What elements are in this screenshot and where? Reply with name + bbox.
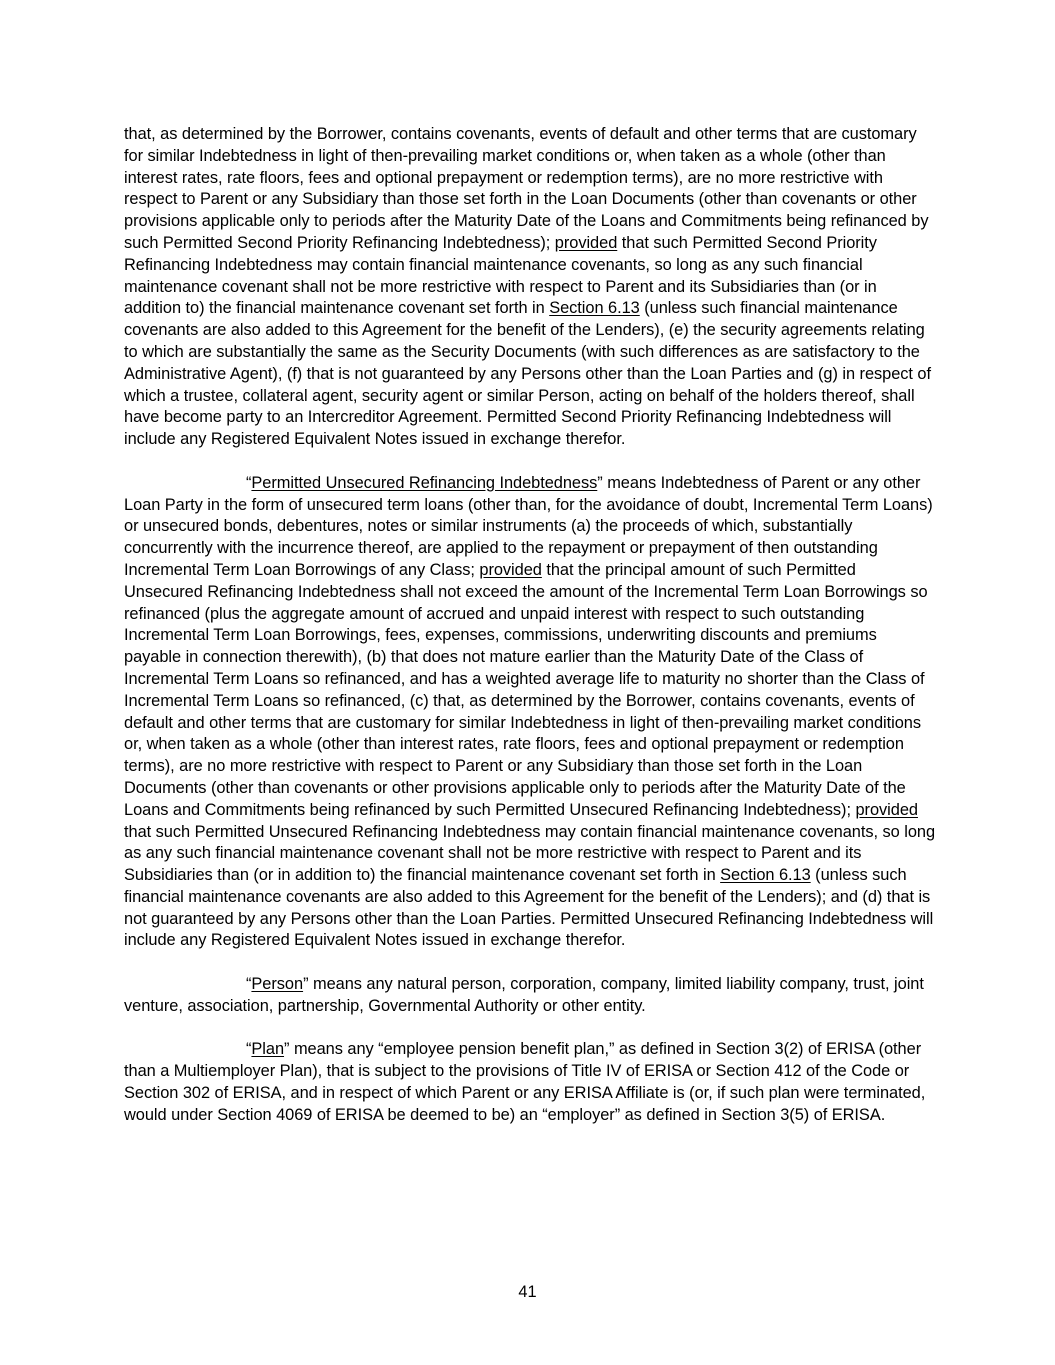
definition-plan	[124, 1039, 936, 1126]
text-run: (unless such financial maintenance covenants are also added to this Agreement for the benefit of the Lenders), (e) the security agreements relating to which are substantially the same as the Security Documents (with such differences as are satisfactory to the Administrative Agent), (f) that is not guaranteed by any Persons other than the Loan Parties and (g) in respect of which a trustee, collateral agent, security agent or similar Person, acting on behalf of the holders thereof, shall have become party to an Intercreditor Agreement. Permitted Second Priority Refinancing Indebtedness will include any Registered Equivalent Notes issued in exchange therefor.	[124, 299, 932, 449]
document-body	[124, 124, 936, 1148]
text-run: ” means Indebtedness of Parent or any other Loan Party in the form of unsecured term loans (other than, for the avoidance of doubt, Incremental Term Loans) or unsecured bonds, debentures, notes or similar instruments (a) the proceeds of which, substantially concurrently with the incurrence thereof, are applied to the repayment or prepayment of then outstanding Incremental Term Loan Borrowings of any Class;	[124, 473, 933, 579]
definition-person	[124, 974, 936, 1018]
text-run: “	[246, 473, 252, 492]
text-run: that, as determined by the Borrower, contains covenants, events of default and other terms that are customary for similar Indebtedness in light of then-prevailing market conditions or, when taken as a whole (other than interest rates, rate floors, fees and optional prepayment or redemption terms), are no more restrictive with respect to Parent or any Subsidiary than those set forth in the Loan Documents (other than covenants or other provisions applicable only to periods after the Maturity Date of the Loans and Commitments being refinanced by such Permitted Second Priority Refinancing Indebtedness);	[124, 125, 929, 252]
defined-term-provided: provided	[554, 233, 618, 252]
text-run: “	[246, 975, 252, 994]
defined-term-provided: provided	[479, 560, 542, 579]
text-run: “	[246, 1040, 252, 1059]
text-run: (unless such financial maintenance covenants are also added to this Agreement for the benefit of the Lenders); and (d) that is not guaranteed by any Persons other than the Loan Parties. Permitted Unsecured Refinancing Indebtedness will include any Registered Equivalent Notes issued in exchange therefor.	[124, 866, 934, 950]
section-reference: Section 6.13	[720, 866, 811, 885]
text-run: ” means any natural person, corporation, company, limited liability company, trust, joint venture, association, partnership, Governmental Authority or other entity.	[124, 975, 924, 1015]
paragraph-second-priority-continuation	[124, 124, 936, 451]
definition-permitted-unsecured-refinancing-indebtedness	[124, 473, 936, 953]
text-run: that the principal amount of such Permitted Unsecured Refinancing Indebtedness shall not exceed the amount of the Incremental Term Loan Borrowings so refinanced (plus the aggregate amount of accrued and unpaid interest with respect to such outstanding Incremental Term Loan Borrowings, fees, expenses, commissions, underwriting discounts and premiums payable in connection therewith), (b) that does not mature earlier than the Maturity Date of the Class of Incremental Term Loans so refinanced, and has a weighted average life to maturity no shorter than the Class of Incremental Term Loans so refinanced, (c) that, as determined by the Borrower, contains covenants, events of default and other terms that are customary for similar Indebtedness in light of then-prevailing market conditions or, when taken as a whole (other than interest rates, rate floors, fees and optional prepayment or redemption terms), are no more restrictive with respect to Parent or any Subsidiary than those set forth in the Loan Documents (other than covenants or other provisions applicable only to periods after the Maturity Date of the Loans and Commitments being refinanced by such Permitted Unsecured Refinancing Indebtedness);	[124, 560, 928, 819]
defined-term-provided: provided	[855, 800, 918, 819]
page-number: 41	[518, 1283, 537, 1301]
text-run: that such Permitted Second Priority Refinancing Indebtedness may contain financial maintenance covenants, so long as any such financial maintenance covenant shall not be more restrictive with respect to Parent and its Subsidiaries than (or in addition to) the financial maintenance covenant set forth in	[124, 233, 877, 318]
defined-term: Permitted Unsecured Refinancing Indebtedness	[251, 473, 598, 492]
text-run: that such Permitted Unsecured Refinancing Indebtedness may contain financial maintenance covenants, so long as any such financial maintenance covenant shall not be more restrictive with respect to Parent and its Subsidiaries than (or in addition to) the financial maintenance covenant set forth in	[124, 822, 936, 885]
section-reference: Section 6.13	[549, 299, 640, 318]
text-run: ” means any “employee pension benefit plan,” as defined in Section 3(2) of ERISA (other than a Multiemployer Plan), that is subject to the provisions of Title IV of ERISA or Section 412 of the Code or Section 302 of ERISA, and in respect of which Parent or any ERISA Affiliate is (or, if such plan were terminated, would under Section 4069 of ERISA be deemed to be) an “employer” as defined in Section 3(5) of ERISA.	[124, 1040, 926, 1124]
defined-term: Person	[251, 975, 304, 994]
defined-term: Plan	[251, 1040, 285, 1059]
